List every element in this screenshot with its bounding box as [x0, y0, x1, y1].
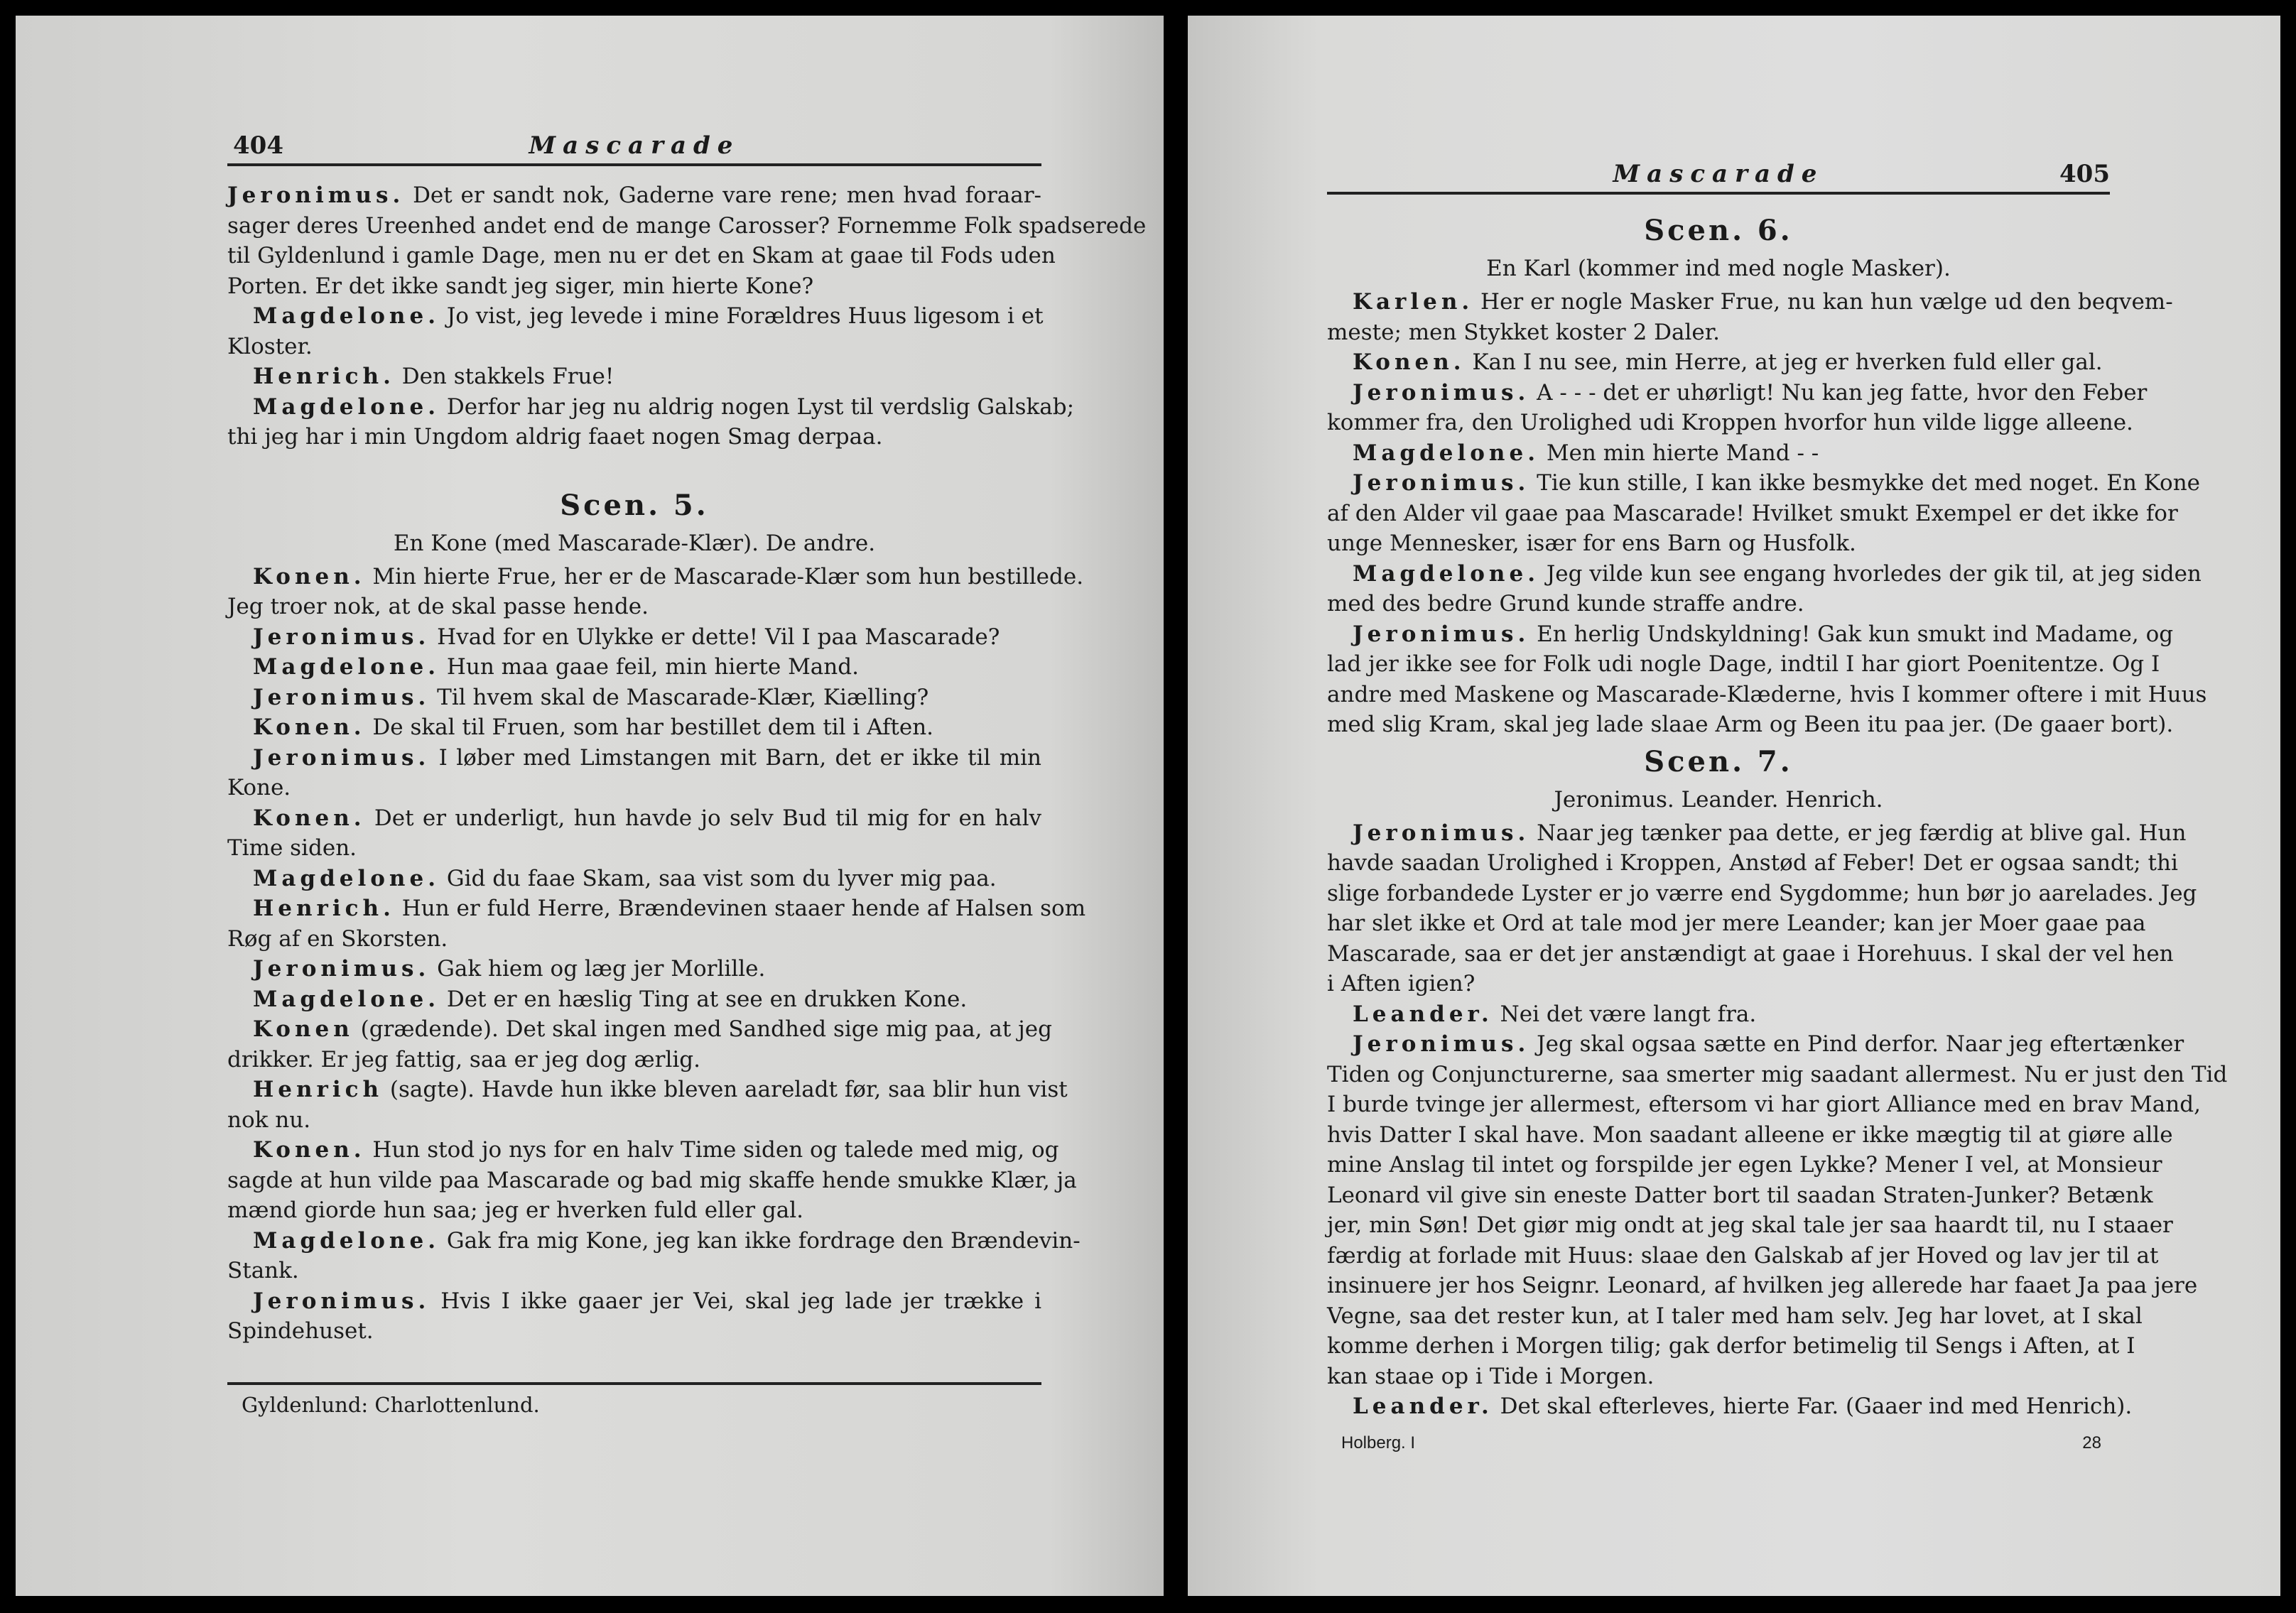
line-text: Stank.	[227, 1258, 299, 1283]
signature-number: 28	[2082, 1433, 2101, 1452]
line-text: Tiden og Conjuncturerne, saa smerter mig saadant allermest. Nu er just den Tid	[1327, 1061, 2228, 1087]
line-text: Spindehuset.	[227, 1318, 374, 1344]
line-text: Gak hiem og læg jer Morlille.	[430, 956, 766, 982]
line-text: af den Alder vil gaae paa Mascarade! Hvilket smukt Exempel er det ikke for	[1327, 500, 2178, 526]
line-text: til Gyldenlund i gamle Dage, men nu er det en Skam at gaae til Fods uden	[227, 243, 1056, 268]
line-text: Kone.	[227, 775, 291, 800]
speaker-name: Leander.	[1353, 1001, 1493, 1027]
text-line	[227, 833, 1041, 864]
line-text: kommer fra, den Urolighed udi Kroppen hvorfor hun vilde ligge alleene.	[1327, 410, 2133, 435]
line-text: sager deres Ureenhed andet end de mange Carosser? Fornemme Folk spadserede	[227, 212, 1147, 239]
text-line	[227, 1105, 1041, 1136]
speaker-name: Karlen.	[1353, 289, 1474, 315]
text-line	[227, 954, 1041, 984]
text-line	[1327, 999, 2110, 1030]
text-line	[1327, 680, 2207, 710]
line-text: Tie kun stille, I kan ikke besmykke det med noget. En Kone	[1529, 470, 2201, 496]
speaker-name: Jeronimus.	[253, 624, 430, 650]
speaker-name: Jeronimus.	[253, 744, 430, 771]
text-line	[227, 712, 1041, 743]
line-text: har slet ikke et Ord at tale mod jer mere Leander; kan jer Moer gaae paa	[1327, 911, 2146, 936]
line-text: Men min hierte Mand - -	[1539, 440, 1819, 466]
left-running-head	[227, 128, 1041, 166]
text-line	[227, 683, 1041, 713]
right-text-block	[1327, 209, 2228, 1422]
speaker-name: Magdelone.	[253, 303, 440, 329]
text-line	[1327, 1210, 2173, 1241]
speaker-name: Magdelone.	[1353, 560, 1539, 587]
speaker-name: Jeronimus.	[227, 183, 405, 208]
text-line	[1327, 408, 2133, 438]
text-line	[1327, 1362, 2110, 1392]
speaker-name: Konen.	[1353, 349, 1466, 375]
text-line	[227, 1226, 1081, 1256]
text-line	[227, 924, 1041, 955]
text-line	[1327, 347, 2110, 378]
speaker-name: Jeronimus.	[1353, 470, 1530, 496]
line-text: Nei det være langt fra.	[1493, 1001, 1757, 1027]
footnote: Gyldenlund: Charlottenlund.	[242, 1393, 540, 1417]
text-line	[227, 984, 1041, 1015]
line-text: andre med Maskene og Mascarade-Klæderne, hvis I kommer oftere i mit Huus	[1327, 681, 2207, 707]
line-text: Hun stod jo nys for en halv Time siden og talede med mig, og	[365, 1137, 1059, 1163]
speaker-name: Henrich.	[253, 364, 395, 389]
text-line	[227, 652, 1041, 683]
text-line	[1327, 619, 2174, 650]
scene5-subheading: En Kone (med Mascarade-Klær). De andre.	[393, 530, 876, 556]
speaker-name: Konen.	[253, 805, 366, 831]
text-line	[227, 1195, 1041, 1226]
right-page	[1188, 16, 2280, 1596]
text-line	[227, 864, 1041, 894]
line-text: unge Mennesker, især for ens Barn og Husfolk.	[1327, 531, 1856, 556]
line-text: Kloster.	[227, 333, 313, 359]
text-line	[227, 803, 1041, 834]
text-line	[227, 301, 1044, 332]
line-text: Jeg troer nok, at de skal passe hende.	[227, 594, 649, 619]
speaker-name: Konen.	[253, 715, 366, 740]
line-text: (grædende). Det skal ingen med Sandhed sige mig paa, at jeg	[353, 1016, 1052, 1042]
signature-line	[1341, 1433, 2101, 1459]
line-text: Min hierte Frue, her er de Mascarade-Klær som hun bestillede.	[365, 563, 1084, 590]
right-running-head	[1327, 156, 2110, 195]
left-page-number: 404	[233, 131, 283, 160]
scene7-subheading: Jeronimus. Leander. Henrich.	[1554, 786, 1883, 813]
line-text: meste; men Stykket koster 2 Daler.	[1327, 319, 1721, 345]
line-text: A - - - det er uhørligt! Nu kan jeg fatte, hvor den Feber	[1529, 379, 2148, 406]
text-line	[227, 392, 1075, 423]
text-line	[1327, 1029, 2184, 1060]
line-text: Kan I nu see, min Herre, at jeg er hverken fuld eller gal.	[1465, 349, 2103, 375]
text-line	[1327, 908, 2146, 939]
speaker-name: Konen.	[253, 563, 366, 590]
speaker-name: Magdelone.	[253, 1227, 440, 1254]
text-line	[227, 1045, 1041, 1075]
text-line	[1327, 649, 2160, 680]
line-text: Time siden.	[227, 835, 357, 861]
scene7-heading: Scen. 7.	[1644, 744, 1793, 778]
text-line	[1327, 879, 2197, 909]
line-text: Jeg vilde kun see engang hvorledes der gik til, at jeg siden	[1539, 560, 2202, 587]
text-line	[1327, 1331, 2135, 1362]
text-line	[1327, 1180, 2153, 1211]
text-line	[227, 894, 1086, 924]
line-text: kan staae op i Tide i Morgen.	[1327, 1363, 1655, 1389]
speaker-name: Henrich.	[253, 896, 395, 921]
text-line	[227, 1256, 1041, 1286]
line-text: drikker. Er jeg fattig, saa er jeg dog ærlig.	[227, 1046, 701, 1072]
speaker-name: Jeronimus.	[1353, 820, 1530, 846]
line-text: Porten. Er det ikke sandt jeg siger, min hierte Kone?	[227, 273, 814, 299]
text-line	[227, 211, 1147, 241]
line-text: Den stakkels Frue!	[394, 364, 614, 389]
left-text-block	[227, 180, 1147, 1347]
line-text: Hvad for en Ulykke er dette! Vil I paa Mascarade?	[430, 624, 1000, 650]
line-text: slige forbandede Lyster er jo værre end Sygdomme; hun bør jo aarelades. Jeg	[1327, 880, 2197, 906]
line-text: mænd giorde hun saa; jeg er hverken fuld eller gal.	[227, 1197, 804, 1223]
line-text: Til hvem skal de Mascarade-Klær, Kiælling?	[430, 684, 929, 710]
line-text: Leonard vil give sin eneste Datter bort til saadan Straten-Junker? Betænk	[1327, 1182, 2153, 1208]
line-text: Hun maa gaae feil, min hierte Mand.	[439, 654, 859, 680]
text-line	[227, 1075, 1068, 1105]
text-line	[227, 1316, 1041, 1347]
footnote-rule	[227, 1382, 1041, 1385]
line-text: Jo vist, jeg levede i mine Forældres Huus ligesom i et	[439, 303, 1044, 329]
scene6-subheading: En Karl (kommer ind med nogle Masker).	[1486, 256, 1951, 281]
line-text: Røg af en Skorsten.	[227, 925, 448, 952]
text-line	[1327, 589, 2110, 619]
right-running-title: Mascarade	[1613, 160, 1824, 188]
line-text: I burde tvinge jer allermest, eftersom vi har giort Alliance med en brav Mand,	[1327, 1092, 2201, 1117]
text-line	[1327, 1241, 2159, 1271]
line-text: insinuere jer hos Seignr. Leonard, af hvilken jeg allerede har faaet Ja paa jere	[1327, 1273, 2198, 1298]
left-page	[16, 16, 1164, 1596]
scene6-dialogue	[1327, 287, 2207, 740]
scene5-dialogue	[227, 562, 1086, 1347]
text-line	[1327, 559, 2202, 590]
text-line	[1327, 1391, 2133, 1422]
text-line	[227, 622, 1041, 653]
line-text: I løber med Limstangen mit Barn, det er ikke til min	[430, 744, 1041, 771]
line-text: Hvis I ikke gaaer jer Vei, skal jeg lade jer trække i	[430, 1288, 1041, 1314]
line-text: En herlig Undskyldning! Gak kun smukt ind Madame, og	[1529, 621, 2174, 647]
text-line	[1327, 818, 2187, 849]
signature-mark: Holberg. I	[1341, 1433, 1416, 1452]
left-dialogue-top	[227, 180, 1147, 452]
text-line	[227, 562, 1084, 592]
text-line	[227, 773, 1041, 803]
line-text: Det er en hæslig Ting at see en drukken Kone.	[439, 986, 968, 1012]
line-text: Hun er fuld Herre, Brændevinen staaer hende af Halsen som	[394, 896, 1086, 921]
text-line	[1327, 1301, 2143, 1332]
text-line	[227, 1166, 1077, 1196]
text-line	[1327, 528, 2110, 559]
text-line	[227, 1286, 1041, 1317]
speaker-name: Leander.	[1353, 1394, 1493, 1419]
line-text: Gid du faae Skam, saa vist som du lyver mig paa.	[439, 865, 997, 891]
speaker-name: Magdelone.	[253, 393, 440, 420]
line-text: jer, min Søn! Det giør mig ondt at jeg skal tale jer saa haardt til, nu I staaer	[1327, 1212, 2173, 1238]
text-line	[1327, 939, 2174, 970]
line-text: Her er nogle Masker Frue, nu kan hun vælge ud den beqvem-	[1473, 289, 2173, 315]
speaker-name: Jeronimus.	[253, 684, 430, 710]
text-line	[227, 332, 1041, 362]
text-line	[227, 271, 1041, 302]
text-line	[1327, 969, 2110, 999]
line-text: sagde at hun vilde paa Mascarade og bad mig skaffe hende smukke Klær, ja	[227, 1167, 1077, 1193]
speaker-name: Jeronimus.	[253, 956, 430, 982]
line-text: hvis Datter I skal have. Mon saadant alleene er ikke mægtig til at giøre alle	[1327, 1122, 2173, 1148]
line-text: Det er sandt nok, Gaderne vare rene; men hvad foraar-	[404, 183, 1041, 208]
speaker-name: Magdelone.	[253, 986, 440, 1012]
text-line	[1327, 378, 2148, 408]
speaker-name: Jeronimus.	[1353, 379, 1530, 406]
line-text: Gak fra mig Kone, jeg kan ikke fordrage den Brændevin-	[439, 1227, 1081, 1254]
right-page-number: 405	[2059, 160, 2110, 188]
scene7-dialogue	[1327, 818, 2228, 1422]
line-text: færdig at forlade mit Huus: slaae den Galskab af jer Hoved og lav jer til at	[1327, 1242, 2159, 1269]
text-line	[1327, 1271, 2198, 1301]
text-line	[227, 1014, 1052, 1045]
scene5-heading: Scen. 5.	[560, 488, 709, 522]
line-text: lad jer ikke see for Folk udi nogle Dage, indtil I har giort Poenitentze. Og I	[1327, 651, 2160, 677]
speaker-name: Magdelone.	[253, 865, 440, 891]
line-text: (sagte). Havde hun ikke bleven aareladt før, saa blir hun vist	[383, 1077, 1068, 1102]
text-line	[227, 422, 1041, 452]
text-line	[1327, 710, 2174, 740]
text-line	[1327, 1150, 2162, 1180]
line-text: thi jeg har i min Ungdom aldrig faaet nogen Smag derpaa.	[227, 424, 883, 450]
line-text: mine Anslag til intet og forspilde jer egen Lykke? Mener I vel, at Monsieur	[1327, 1152, 2162, 1178]
speaker-name: Konen	[253, 1016, 354, 1042]
text-line	[1327, 1120, 2173, 1151]
scene-spacer	[227, 452, 1041, 484]
line-text: havde saadan Urolighed i Kroppen, Anstød af Feber! Det er ogsaa sandt; thi	[1327, 850, 2178, 876]
speaker-name: Jeronimus.	[253, 1288, 430, 1314]
text-line	[227, 362, 1041, 392]
speaker-name: Henrich	[253, 1077, 384, 1102]
text-line	[227, 180, 1041, 211]
line-text: Vegne, saa det rester kun, at I taler med ham selv. Jeg har lovet, at I skal	[1327, 1303, 2143, 1329]
text-line	[227, 1135, 1059, 1166]
line-text: Jeg skal ogsaa sætte en Pind derfor. Naar jeg eftertænker	[1529, 1031, 2184, 1057]
line-text: Det er underligt, hun havde jo selv Bud til mig for en halv	[365, 805, 1041, 831]
line-text: med slig Kram, skal jeg lade slaae Arm og Been itu paa jer. (De gaaer bort).	[1327, 712, 2174, 737]
text-line	[1327, 848, 2178, 879]
line-text: med des bedre Grund kunde straffe andre.	[1327, 591, 1804, 617]
line-text: i Aften igien?	[1327, 971, 1475, 996]
line-text: Derfor har jeg nu aldrig nogen Lyst til verdslig Galskab;	[439, 393, 1075, 420]
line-text: De skal til Fruen, som har bestillet dem til i Aften.	[365, 715, 934, 740]
text-line	[227, 592, 1041, 622]
text-line	[1327, 499, 2178, 529]
text-line	[227, 743, 1041, 773]
speaker-name: Jeronimus.	[1353, 621, 1530, 647]
speaker-name: Jeronimus.	[1353, 1031, 1530, 1057]
left-running-title: Mascarade	[529, 131, 740, 160]
line-text: nok nu.	[227, 1107, 311, 1133]
text-line	[1327, 287, 2173, 317]
line-text: Mascarade, saa er det jer anstændigt at gaae i Horehuus. I skal der vel hen	[1327, 940, 2174, 967]
text-line	[1327, 468, 2201, 499]
speaker-name: Magdelone.	[253, 654, 440, 680]
text-line	[1327, 438, 2110, 469]
line-text: komme derhen i Morgen tilig; gak derfor betimelig til Sengs i Aften, at I	[1327, 1333, 2135, 1359]
text-line	[1327, 1060, 2228, 1090]
speaker-name: Magdelone.	[1353, 440, 1539, 466]
speaker-name: Konen.	[253, 1137, 366, 1163]
line-text: Naar jeg tænker paa dette, er jeg færdig at blive gal. Hun	[1529, 820, 2187, 846]
text-line	[1327, 317, 2110, 348]
line-text: Det skal efterleves, hierte Far. (Gaaer ind med Henrich).	[1493, 1394, 2133, 1419]
text-line	[227, 241, 1056, 271]
text-line	[1327, 1090, 2201, 1120]
scene6-heading: Scen. 6.	[1644, 214, 1793, 247]
